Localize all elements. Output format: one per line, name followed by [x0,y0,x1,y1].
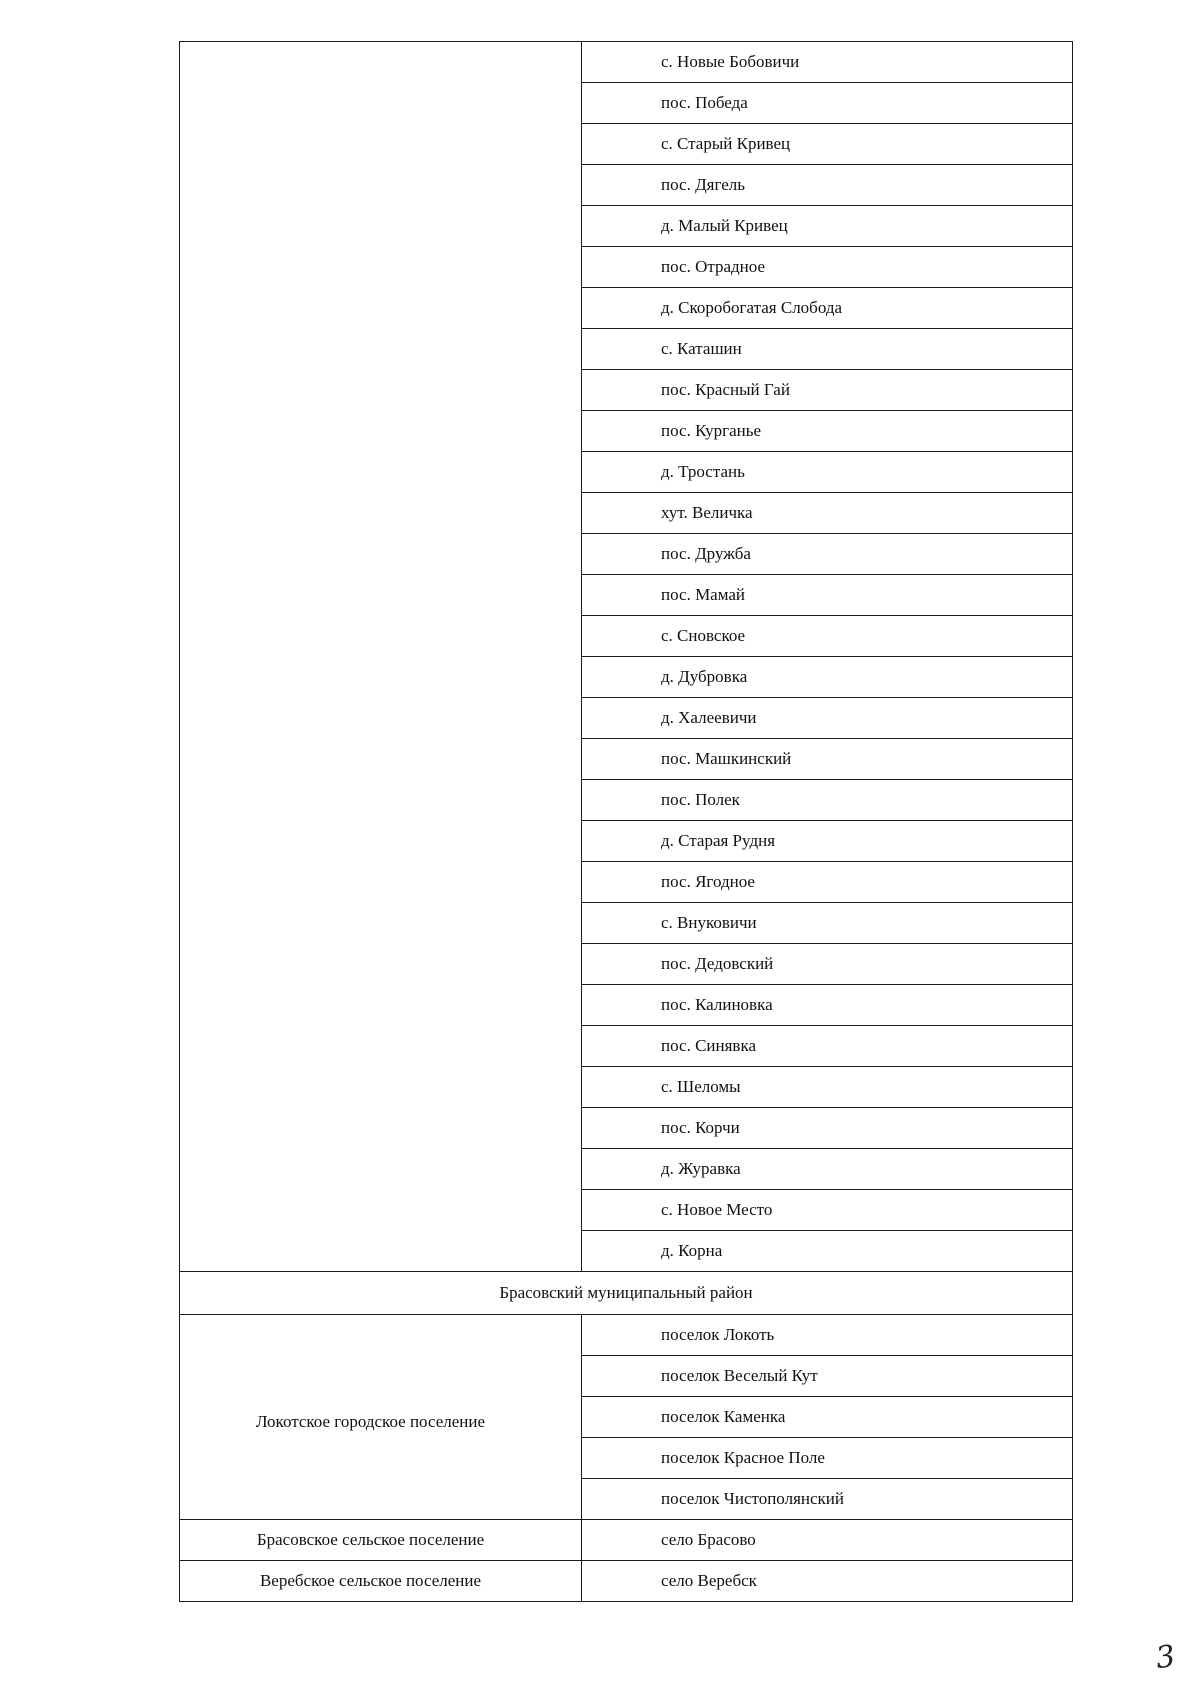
settlement-cell: село Брасово [582,1520,1073,1561]
page-number: 3 [1153,1638,1178,1677]
table-row [180,1520,1073,1561]
section-header-row [180,1272,1073,1315]
settlement-cell: пос. Мамай [582,575,1073,616]
settlement-cell: пос. Отрадное [582,247,1073,288]
settlement-cell: с. Внуковичи [582,903,1073,944]
settlement-cell: д. Дубровка [582,657,1073,698]
settlement-cell: пос. Красный Гай [582,370,1073,411]
settlement-cell: пос. Полек [582,780,1073,821]
settlement-cell: хут. Величка [582,493,1073,534]
settlement-cell: д. Журавка [582,1149,1073,1190]
settlement-cell: д. Халеевичи [582,698,1073,739]
settlement-cell: пос. Машкинский [582,739,1073,780]
settlement-cell: пос. Калиновка [582,985,1073,1026]
settlement-cell: поселок Красное Поле [582,1438,1073,1479]
settlement-cell: д. Тростань [582,452,1073,493]
settlement-cell: д. Старая Рудня [582,821,1073,862]
table-row [180,1315,1073,1356]
settlement-cell: пос. Победа [582,83,1073,124]
settlements-table [179,41,1073,1602]
municipality-name-cell: Брасовское сельское поселение [180,1520,582,1561]
settlement-cell: д. Малый Кривец [582,206,1073,247]
settlement-cell: поселок Локоть [582,1315,1073,1356]
settlements-table-body [180,42,1073,1602]
settlement-cell: д. Корна [582,1231,1073,1272]
table-row [180,1561,1073,1602]
settlement-cell: пос. Дягель [582,165,1073,206]
settlement-cell: пос. Дружба [582,534,1073,575]
settlement-cell: с. Сновское [582,616,1073,657]
settlement-cell: пос. Ягодное [582,862,1073,903]
settlement-cell: с. Старый Кривец [582,124,1073,165]
settlement-cell: с. Новое Место [582,1190,1073,1231]
municipality-name-cell: Локотское городское поселение [180,1315,582,1520]
municipality-name-cell: Веребское сельское поселение [180,1561,582,1602]
municipality-cell-empty [180,42,582,1272]
district-header: Брасовский муниципальный район [180,1272,1073,1315]
settlement-cell: с. Каташин [582,329,1073,370]
table-row [180,42,1073,83]
settlement-cell: пос. Корчи [582,1108,1073,1149]
settlement-cell: д. Скоробогатая Слобода [582,288,1073,329]
settlement-cell: поселок Чистополянский [582,1479,1073,1520]
settlement-cell: с. Новые Бобовичи [582,42,1073,83]
settlement-cell: пос. Синявка [582,1026,1073,1067]
settlement-cell: пос. Дедовский [582,944,1073,985]
settlement-cell: пос. Курганье [582,411,1073,452]
settlement-cell: с. Шеломы [582,1067,1073,1108]
settlement-cell: поселок Веселый Кут [582,1356,1073,1397]
settlement-cell: село Веребск [582,1561,1073,1602]
settlement-cell: поселок Каменка [582,1397,1073,1438]
